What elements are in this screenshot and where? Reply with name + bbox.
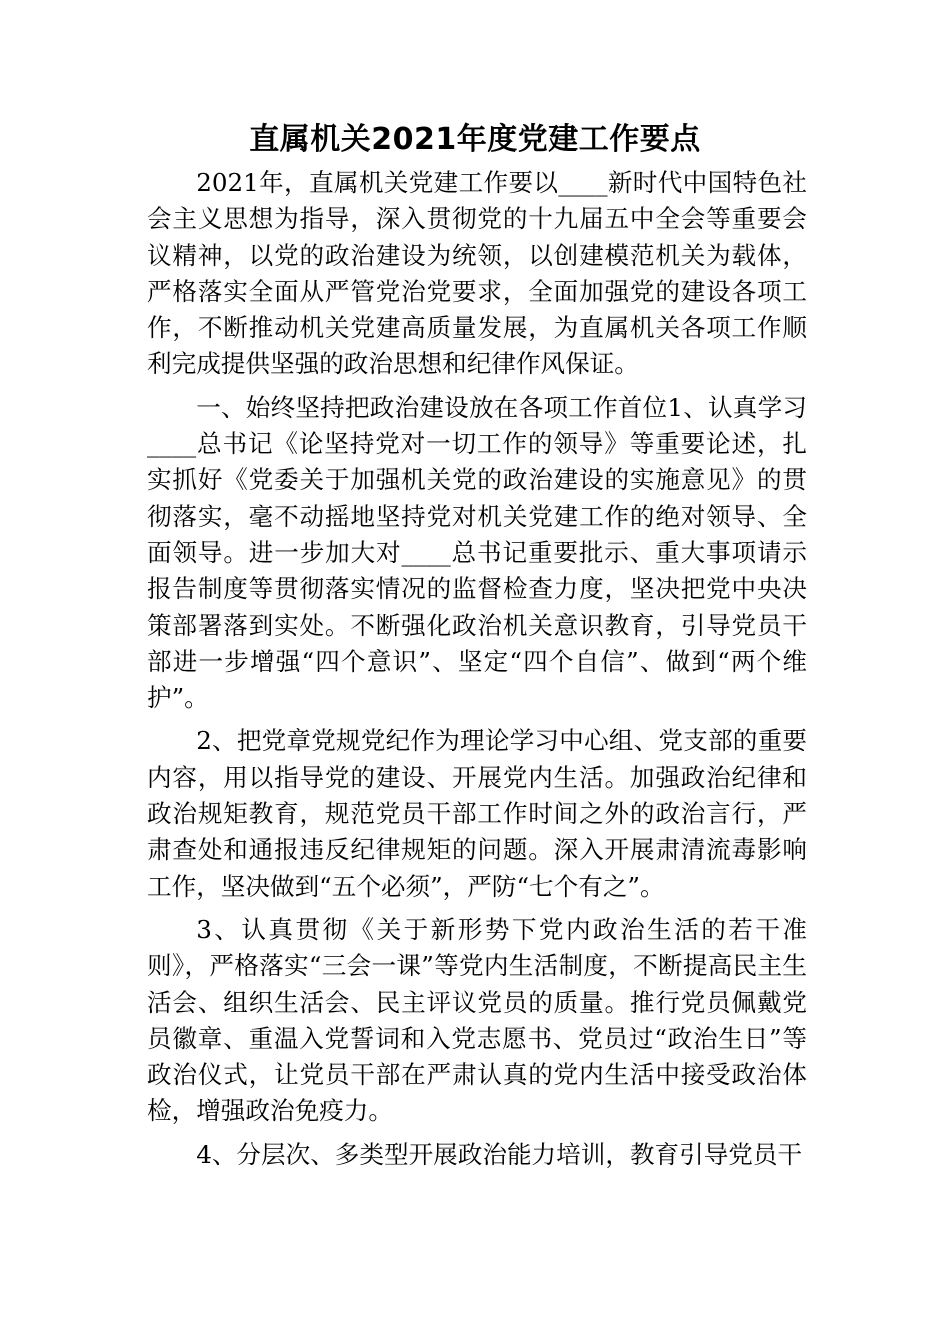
paragraph-section-1: 一、始终坚持把政治建设放在各项工作首位1、认真学习____总书记《论坚持党对一切工作的领导》等重要论述，扎实抓好《党委关于加强机关党的政治建设的实施意见》的贯彻落实，毫不动摇地坚持党对机关党建工作的绝对领导、全面领导。进一步加大对____总书记重要批示、重大事项请示报告制度等贯彻落实情况的监督检查力度，坚决把党中央决策部署落到实处。不断强化政治机关意识教育，引导党员干部进一步增强“四个意识”、坚定“四个自信”、做到“两个维护”。 xyxy=(147,392,807,713)
document-body xyxy=(147,165,807,1180)
paragraph-item-4: 4、分层次、多类型开展政治能力培训，教育引导党员干 xyxy=(196,1139,803,1169)
paragraph-intro: 2021年，直属机关党建工作要以____新时代中国特色社会主义思想为指导，深入贯彻党的十九届五中全会等重要会议精神，以党的政治建设为统领，以创建模范机关为载体，严格落实全面从严管党治党要求，全面加强党的建设各项工作，不断推动机关党建高质量发展，为直属机关各项工作顺利完成提供坚强的政治思想和纪律作风保证。 xyxy=(147,168,807,379)
paragraph-item-3: 3、认真贯彻《关于新形势下党内政治生活的若干准则》，严格落实“三会一课”等党内生活制度，不断提高民主生活会、组织生活会、民主评议党员的质量。推行党员佩戴党员徽章、重温入党誓词和入党志愿书、党员过“政治生日”等政治仪式，让党员干部在严肃认真的党内生活中接受政治体检，增强政治免疫力。 xyxy=(147,914,807,1126)
document-title: 直属机关2021年度党建工作要点 xyxy=(249,122,701,157)
paragraph-item-2: 2、把党章党规党纪作为理论学习中心组、党支部的重要内容，用以指导党的建设、开展党内生活。加强政治纪律和政治规矩教育，规范党员干部工作时间之外的政治言行，严肃查处和通报违反纪律规矩的问题。深入开展肃清流毒影响工作，坚决做到“五个必须”，严防“七个有之”。 xyxy=(147,726,807,901)
